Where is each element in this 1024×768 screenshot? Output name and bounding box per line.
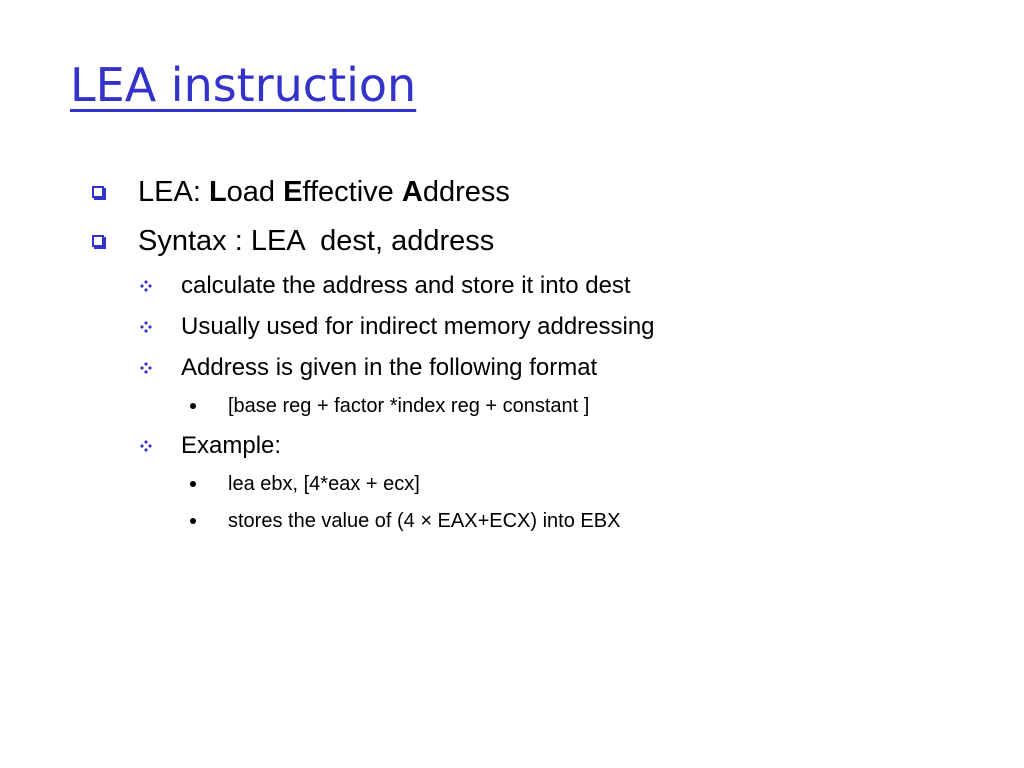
bullet-syntax: Syntax : LEA dest, address: [138, 225, 495, 257]
bold-letter-a: A: [401, 176, 423, 208]
bold-letter-e: E: [283, 176, 303, 208]
word-rest-ffective: ffective: [302, 176, 402, 208]
bullet-example-explanation: stores the value of (4 × EAX+ECX) into EBX: [228, 510, 621, 532]
bullet-example-code: lea ebx, [4*eax + ecx]: [228, 473, 420, 495]
slide-title: LEA instruction: [70, 58, 417, 112]
bullet-calculate-address: calculate the address and store it into dest: [181, 272, 631, 299]
bold-letter-l: L: [208, 176, 227, 208]
bullet-address-format: Address is given in the following format: [181, 354, 598, 381]
dot-bullet-icon: [190, 403, 196, 409]
word-rest-ddress: ddress: [422, 176, 510, 208]
bullet-example: Example:: [181, 432, 282, 459]
bullet-format-string: [base reg + factor *index reg + constant ]: [228, 395, 590, 417]
diamond-bullet-icon: [140, 440, 152, 452]
bullet-indirect-addressing: Usually used for indirect memory addressing: [181, 313, 655, 340]
dot-bullet-icon: [190, 518, 196, 524]
bullet-lea-definition: [138, 178, 510, 207]
diamond-bullet-icon: [140, 321, 152, 333]
diamond-bullet-icon: [140, 280, 152, 292]
hollow-square-bullet-icon: [92, 235, 104, 247]
hollow-square-bullet-icon: [92, 186, 104, 198]
diamond-bullet-icon: [140, 362, 152, 374]
word-rest-oad: oad: [226, 176, 284, 208]
dot-bullet-icon: [190, 481, 196, 487]
lea-prefix: LEA:: [138, 176, 209, 208]
